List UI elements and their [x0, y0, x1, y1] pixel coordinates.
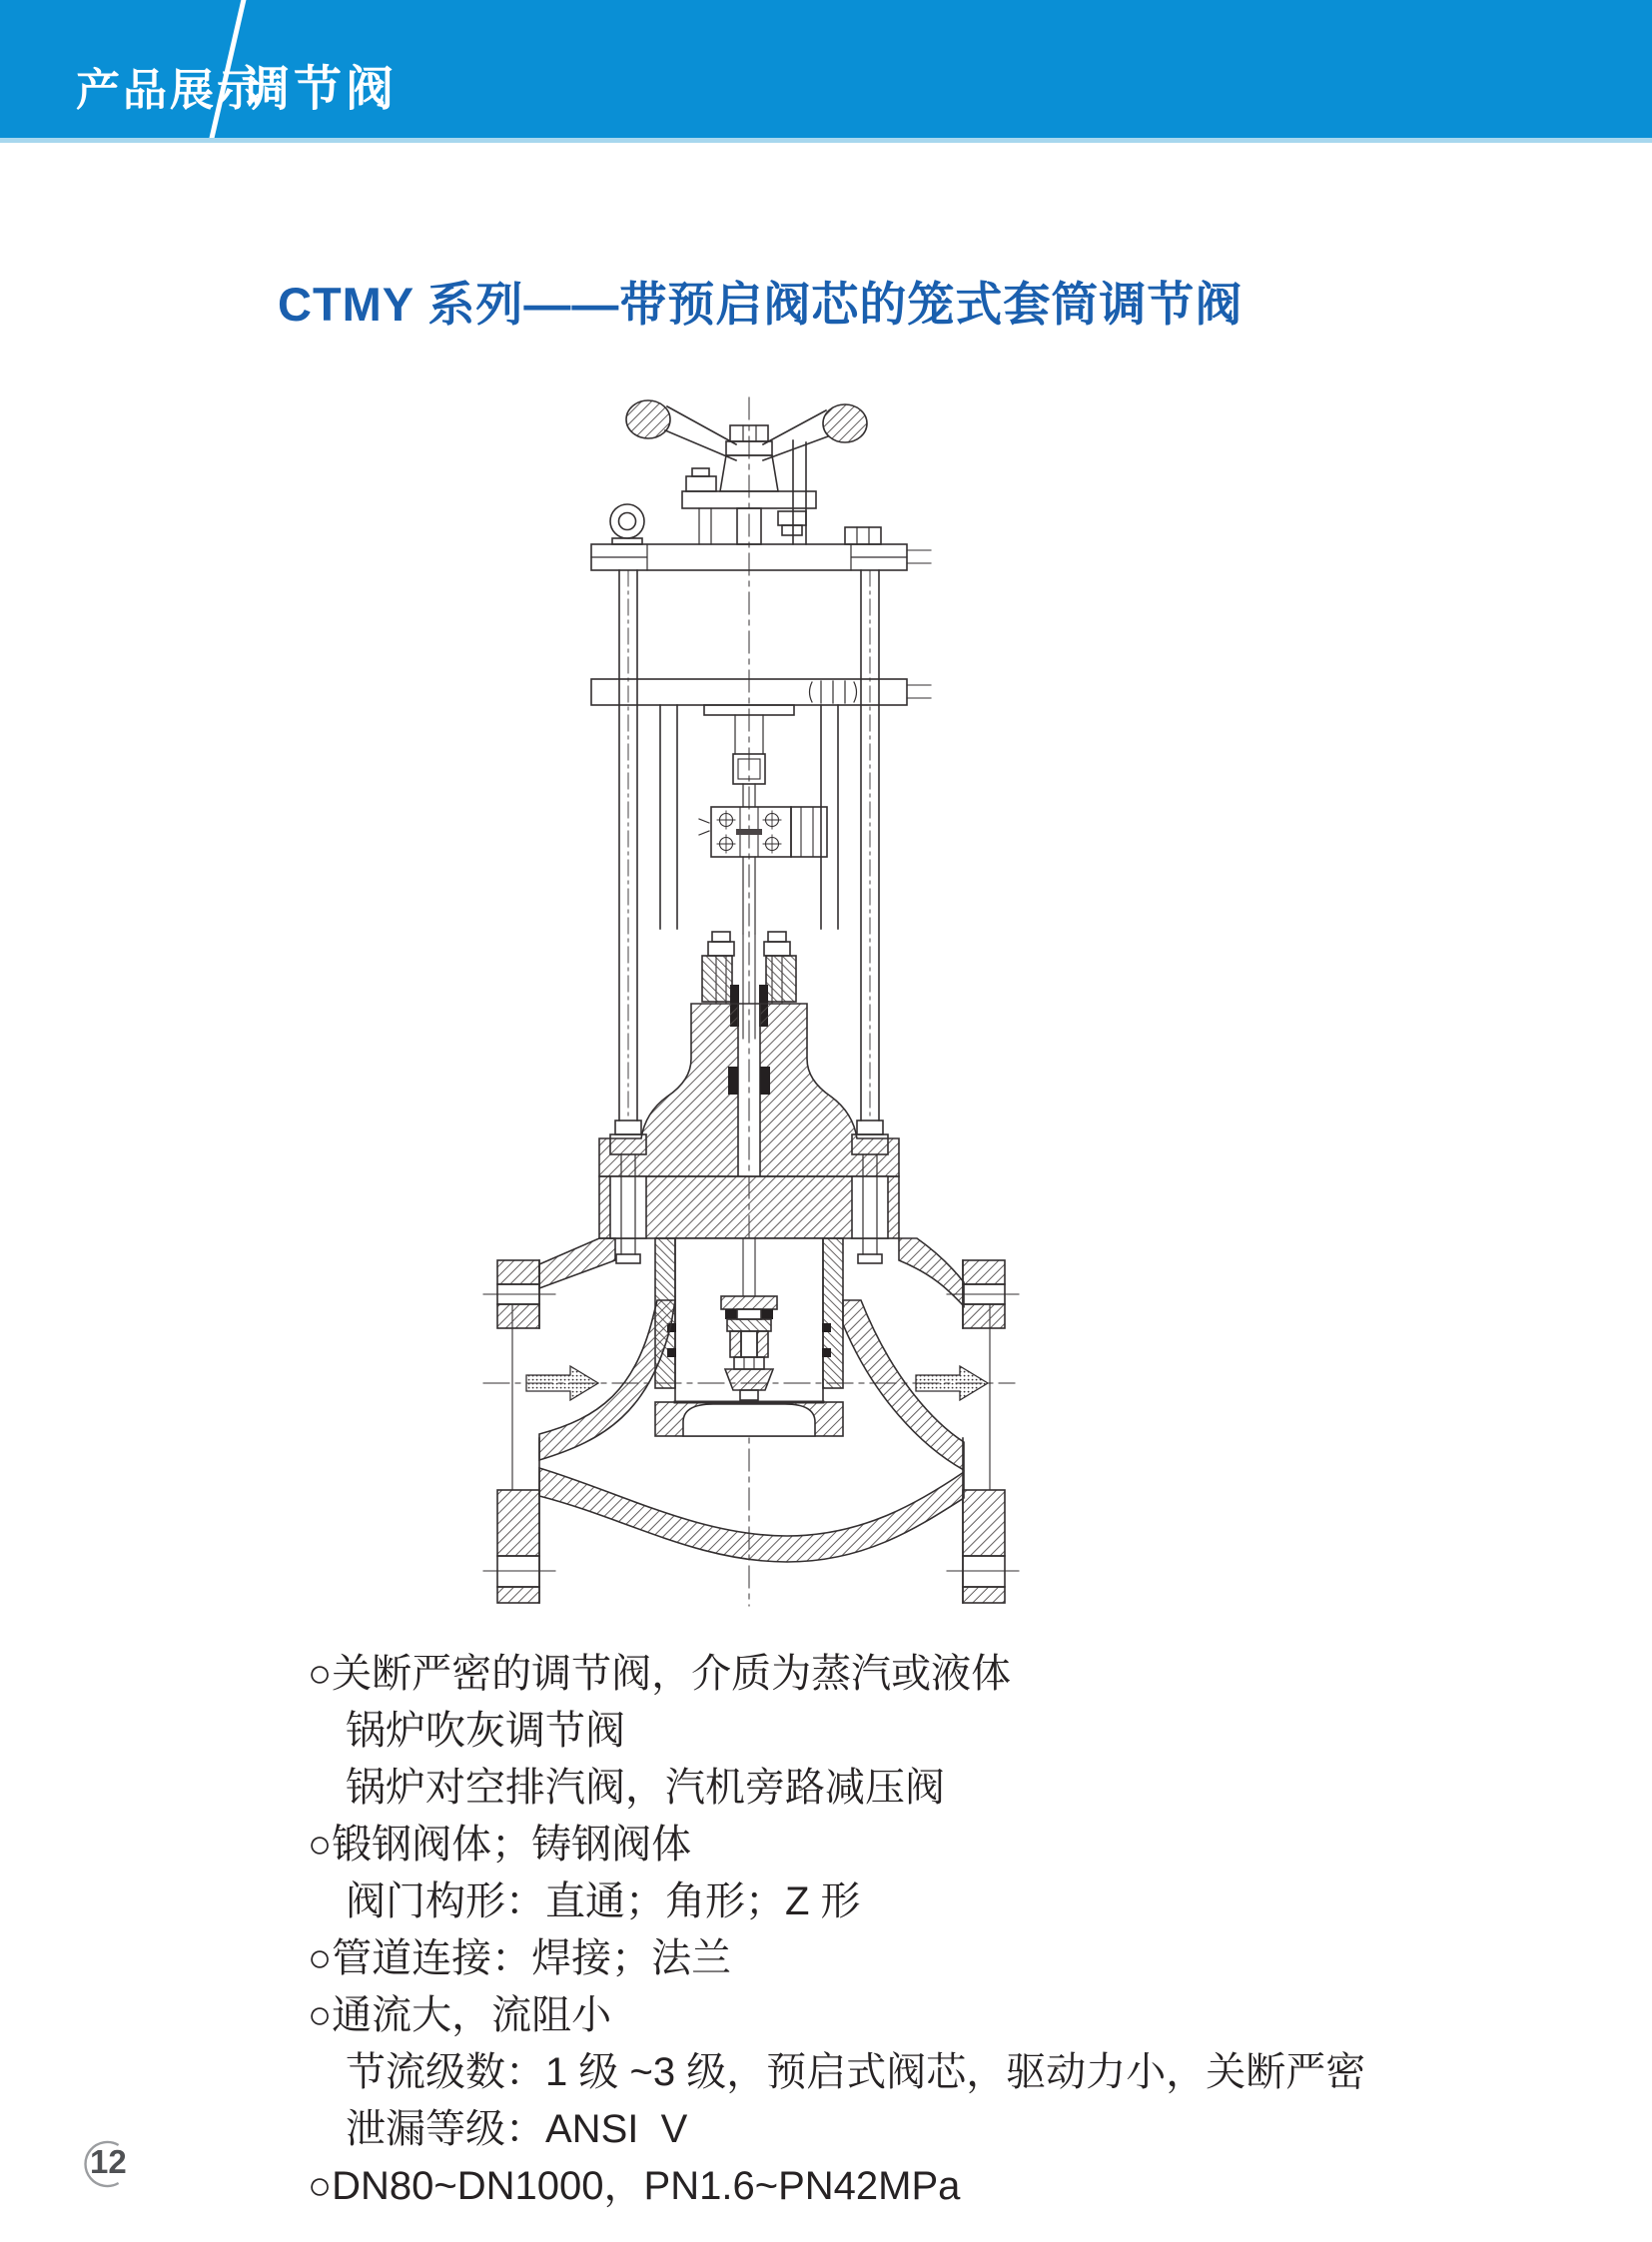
banner-bottom-strip — [0, 138, 1652, 143]
section-title: 调节阀 — [242, 63, 399, 116]
feature-line: 锅炉吹灰调节阀 — [346, 1709, 625, 1753]
feature-line: ○关断严密的调节阀，介质为蒸汽或液体 — [308, 1652, 1012, 1696]
handwheel — [626, 400, 867, 544]
feature-line: ○DN80~DN1000，PN1.6~PN42MPa — [308, 2164, 961, 2208]
inlet-flange — [483, 1260, 555, 1603]
page-title: CTMY 系列——带预启阀芯的笼式套筒调节阀 — [278, 278, 1243, 331]
body-bridge — [655, 1402, 843, 1436]
outlet-flange — [947, 1260, 1019, 1603]
flow-arrow-left — [526, 1366, 598, 1400]
feature-line: ○锻钢阀体；铸钢阀体 — [308, 1823, 692, 1867]
header-banner — [0, 0, 1652, 138]
body-top-flange — [599, 1176, 899, 1238]
page-number-badge — [74, 2131, 138, 2195]
feature-line: 节流级数：1 级 ~3 级，预启式阀芯，驱动力小，关断严密 — [346, 2050, 1366, 2094]
yoke-mid-plate — [591, 679, 931, 705]
stem-clamp — [699, 807, 827, 934]
feature-line: 泄漏等级：ANSI V — [346, 2107, 688, 2151]
feature-line: ○通流大，流阻小 — [308, 1993, 612, 2037]
valve-section-drawing — [429, 389, 1089, 1618]
lifting-eye-bolt — [610, 504, 644, 544]
feature-line: 阀门构形：直通；角形；Z 形 — [346, 1879, 861, 1923]
breadcrumb: 产品展示 — [76, 66, 264, 115]
feature-list — [308, 1646, 1365, 2215]
flow-arrow-right — [916, 1366, 988, 1400]
feature-line: 锅炉对空排汽阀，汽机旁路减压阀 — [346, 1766, 945, 1810]
page-number: 12 — [90, 2143, 127, 2180]
feature-line: ○管道连接：焊接；法兰 — [308, 1936, 732, 1980]
